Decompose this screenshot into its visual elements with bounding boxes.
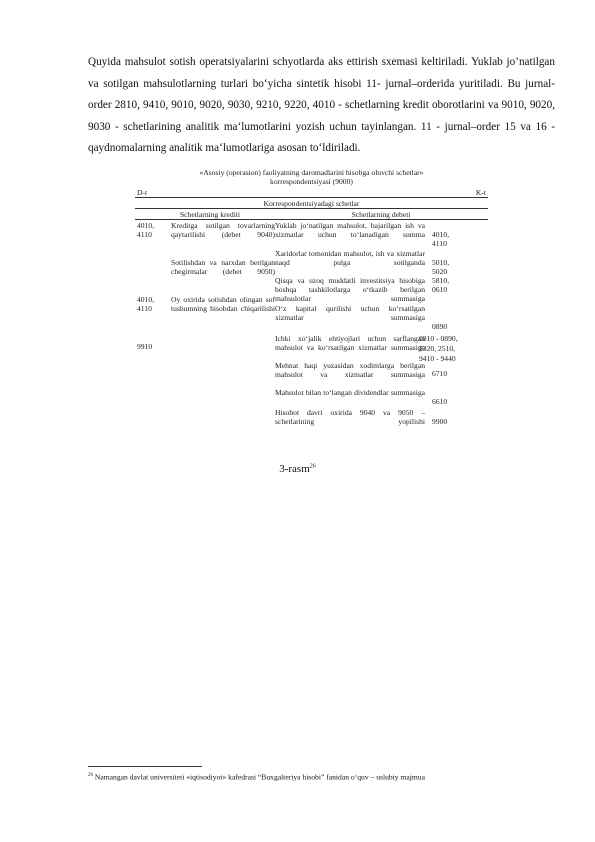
left-text-3: Oy oxirida sotishdan olingan sof tushumning hisobdan chiqarilishi [171,295,275,314]
debit-label: D-t [137,188,148,197]
credit-label: K-t [475,188,486,197]
left-codes-1: 4010, 4110 [137,221,155,240]
right-codes-7: 6610 [432,397,448,406]
footnote-mark: 26 [88,773,93,778]
subheader: Korrespondentsiyadagi schetlar [263,199,360,208]
right-text-8: Hisobot davri oxirida 9040 va 9050 – schetlarining yopilishi [275,408,425,427]
footnote-text: Namangan davlat universiteti «iqtisodiyot» kafedrasi “Buxgalteriya hisobi” fanidan o‘quv – uslubiy majmua [93,772,425,782]
right-codes-2: 5010, 5020 [432,258,450,277]
right-text-1: Yuklab jo‘natilgan mahsulot, bajarilgan ish va xizmatlar uchun to‘lanadigan summa [275,221,425,240]
right-codes-8: 9900 [432,417,448,426]
left-text-1: Kreditga sotilgan tovarlarning qaytarilishi (debet 9040) [171,221,275,240]
right-codes-4: 0890 [432,322,448,331]
right-codes-3: 5810, 0610 [432,276,450,295]
col-right-header: Schetlarning debeti [351,210,411,219]
body-paragraph: Quyida mahsulot sotish operatsiyalarini schyotlarda aks ettirish sxemasi keltiriladi. Yuklab jo’natilgan va sotilgan mahsulotlarning turlari bo‘yicha sintetik hisobi 11- jurnal–orderida yuritiladi. Bu jurnal- order 2810, 9410, 9010, 9020, 9030, 9210, 9220, 4010 - schetlarning kredit oborotlarini va 9010, 9020, 9030 - schetlarining analitik ma‘lumotlarini yozish uchun tayinlangan. 11 - jurnal–order 15 va 16 - qaydnomalarning analitik ma‘lumotlariga asosan to‘ldiriladi. [88,56,555,155]
right-codes-5: 0810 - 0890, 2320, 2510, 9410 - 9440 [419,334,458,363]
footnote [88,771,558,783]
right-codes-6: 6710 [432,369,448,378]
right-text-2: Xaridorlar tomonidan mahsulot, ish va xizmatlar naqd pulga sotilganda [275,249,425,268]
right-text-3: Qisqa va uzoq muddatli investitsiya hisobiga boshqa tashkilotlarga o‘tkazib berilgan mahsulotlar summasiga [275,276,425,304]
left-text-2: Sotilishdan va narxdan berilgan chegirmalar (debet 9050) [171,258,275,277]
header-rule-bottom [135,219,488,220]
right-codes-1: 4010, 4110 [432,230,450,249]
account-correspondence-figure [135,168,488,430]
right-text-7: Mahsulot bilan to‘langan dividendlar summasiga [275,388,425,397]
figure-title-line-2: korrespondentsiyasi (9000) [270,177,353,186]
caption-footnote-ref: 26 [309,463,316,470]
figure-title-line-1: «Asosiy (operasion) faoliyatning daromadlarini hisobga oluvchi schetlar» [199,168,424,177]
caption-text: 3-rasm [279,463,310,475]
right-text-4: O‘z kapital qurilishi uchun ko‘rsatilgan xizmatlar summasiga [275,304,425,323]
figure-caption [0,463,595,475]
header-rule-top [135,197,488,198]
left-codes-3: 4010, 4110 [137,295,155,314]
left-codes-4: 9910 [137,342,153,351]
right-text-6: Mehnat haqi yuzasidan xodimlarga berilgan mahsulot va xizmatlar summasiga [275,361,425,380]
footnote-rule [88,766,202,767]
right-text-5: Ichki xo‘jalik ehtiyojlari uchun sarflangan mahsulot va ko‘rsatilgan xizmatlar summasiga [275,334,425,353]
header-rule-mid [135,208,488,209]
col-left-header: Schetlarning krediti [179,210,241,219]
